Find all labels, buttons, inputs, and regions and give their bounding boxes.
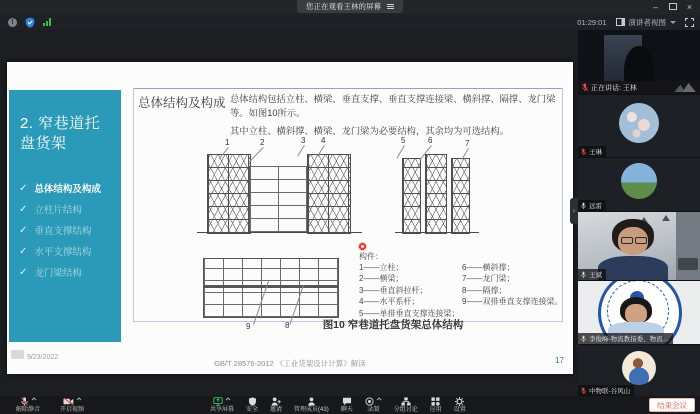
mic-muted-icon xyxy=(581,148,586,156)
chat-button[interactable]: 聊天 xyxy=(341,397,353,414)
legend-left-column: 1——立柱； 2——横梁； 3——垂直斜拉杆； 4——水平系杆； 5——单排垂直支撑连接梁； xyxy=(359,263,460,318)
minimize-button[interactable]: – xyxy=(652,2,658,12)
view-mode-switch[interactable] xyxy=(616,17,677,28)
participant-chip xyxy=(578,200,606,211)
meeting-toolbar xyxy=(0,396,700,414)
watermark-mountains-icon xyxy=(674,83,696,92)
start-video-button[interactable]: 开启视频 xyxy=(60,397,84,414)
network-signal-icon[interactable] xyxy=(43,18,51,26)
avatar xyxy=(619,103,659,143)
maximize-button[interactable] xyxy=(664,0,681,14)
mic-muted-icon xyxy=(581,387,586,395)
participant-name: 远雷 xyxy=(589,203,602,210)
record-icon xyxy=(365,397,374,406)
rack-plan-figure: 9 8 xyxy=(203,258,339,318)
participant-name: 王琳 xyxy=(589,149,602,156)
titlebar xyxy=(0,0,700,14)
layout-icon xyxy=(616,18,625,26)
share-screen-icon xyxy=(213,397,223,406)
breakout-rooms-button[interactable]: 分组讨论 xyxy=(394,397,418,414)
active-speaker-bar xyxy=(578,81,700,94)
shared-screen-stage xyxy=(0,30,578,396)
close-button[interactable]: × xyxy=(686,2,693,12)
statusbar-right xyxy=(577,17,700,28)
mic-icon xyxy=(581,335,586,343)
mic-icon xyxy=(581,271,586,279)
figure-caption: 图10 窄巷道托盘货架总体结构 xyxy=(322,319,464,331)
security-shield-icon[interactable] xyxy=(25,17,35,28)
slide-footer: GB/T 28576-2012 《工业货架设计计算》解读 xyxy=(214,359,366,368)
participant-chip xyxy=(578,269,606,280)
video-tile[interactable] xyxy=(578,345,700,396)
toolbar-center-group xyxy=(210,397,466,414)
slide-section-title: 2. 窄巷道托盘货架 xyxy=(20,115,101,152)
meeting-timer: 01:29:01 xyxy=(577,17,607,27)
agenda-item: ✓ 水平支撑结构 xyxy=(19,245,92,259)
video-tile[interactable] xyxy=(578,212,700,280)
unmute-button[interactable]: 解除静音 xyxy=(16,397,40,414)
laser-pointer-dot xyxy=(358,242,367,251)
chevron-up-icon[interactable] xyxy=(76,397,82,401)
video-tile[interactable] xyxy=(578,158,700,211)
chevron-down-icon xyxy=(670,21,676,24)
apps-grid-icon xyxy=(431,397,440,406)
participant-name: 王斌 xyxy=(589,272,602,279)
security-button[interactable]: 安全 xyxy=(246,397,258,414)
camera-off-icon xyxy=(63,397,74,406)
invite-button[interactable]: 邀请 xyxy=(270,397,282,414)
slide-agenda-list xyxy=(9,178,121,283)
mic-muted-icon xyxy=(20,397,29,406)
slide-date: 9/23/2022 xyxy=(27,354,59,361)
avatar xyxy=(622,351,656,385)
participant-name: 中物联-谷风山 xyxy=(589,388,631,395)
legend-title: 构件： xyxy=(359,252,383,261)
info-icon[interactable]: ! xyxy=(8,18,17,27)
breakout-icon xyxy=(401,397,411,406)
person-face xyxy=(625,304,647,324)
statusbar xyxy=(0,14,700,30)
glasses xyxy=(621,237,633,244)
manage-members-button[interactable]: 管理成员(43) xyxy=(294,397,329,414)
room-chairs xyxy=(678,258,698,270)
panel-collapse-handle[interactable]: › xyxy=(570,198,578,224)
apps-button[interactable]: 应用 xyxy=(430,397,442,414)
video-tile[interactable] xyxy=(578,281,700,344)
active-speaker-label: 正在讲话: 王林 xyxy=(591,84,637,92)
person-plus-icon xyxy=(271,397,281,406)
share-screen-button[interactable]: 共享屏幕 xyxy=(210,397,234,414)
fullscreen-icon[interactable] xyxy=(685,18,694,27)
settings-button[interactable]: 设置 xyxy=(454,397,466,414)
toolbar-left-group xyxy=(16,397,84,414)
avatar xyxy=(621,163,657,199)
mic-icon xyxy=(581,202,586,210)
slide-section-sidebar xyxy=(9,90,121,342)
watching-banner[interactable] xyxy=(297,0,403,13)
slide-page-number: 17 xyxy=(555,356,564,365)
video-tile[interactable] xyxy=(578,30,700,94)
person-body xyxy=(598,256,668,280)
rack-elevation-figure: 1 2 3 4 5 6 7 xyxy=(197,142,489,242)
video-tile[interactable] xyxy=(578,95,700,157)
banner-menu-icon[interactable] xyxy=(387,4,394,9)
chevron-up-icon[interactable] xyxy=(31,397,37,401)
glasses xyxy=(635,237,647,244)
agenda-item: ✓ 龙门梁结构 xyxy=(19,266,82,280)
mic-muted-icon xyxy=(582,83,588,92)
participants-panel xyxy=(578,30,700,396)
participant-chip xyxy=(578,333,673,344)
status-icons xyxy=(0,17,51,28)
record-button[interactable]: 录制 xyxy=(365,397,382,414)
chevron-up-icon[interactable] xyxy=(376,397,382,401)
shield-icon xyxy=(248,397,257,406)
chat-bubble-icon xyxy=(342,397,352,406)
gear-icon xyxy=(455,397,464,406)
legend-right-column: 6——横斜撑； 7——龙门梁； 8——隔撑； 9——双排垂直支撑连接梁。 xyxy=(462,263,563,307)
slideshow-tools-icon xyxy=(11,350,24,359)
pendant-lamp xyxy=(662,215,670,221)
participant-name: 李俊峰-物流教指委、物流… xyxy=(589,336,670,343)
window-controls xyxy=(647,0,698,14)
person-icon xyxy=(307,397,316,406)
agenda-item: ✓ 垂直支撑结构 xyxy=(19,224,92,238)
participant-chip xyxy=(578,385,634,396)
presentation-slide xyxy=(7,62,573,374)
end-meeting-button[interactable]: 结束会议 xyxy=(649,398,695,412)
agenda-item: ✓ 立柱片结构 xyxy=(19,203,82,217)
participant-chip xyxy=(578,146,606,157)
slide-heading: 总体结构及构成 xyxy=(138,96,226,110)
watching-banner-text: 您正在观看王林的屏幕 xyxy=(306,2,381,11)
slide-body-text: 总体结构包括立柱、横梁、垂直支撑、垂直支撑连接梁、横斜撑、隔撑、龙门梁等。如图10所示。 其中立柱、横斜撑、横梁、龙门梁为必要结构，其余均为可选结构。 xyxy=(230,94,556,136)
agenda-item: ✓ 总体结构及构成 xyxy=(19,182,101,196)
view-mode-label: 演讲者视图 xyxy=(628,17,666,27)
chevron-up-icon[interactable] xyxy=(225,397,231,401)
